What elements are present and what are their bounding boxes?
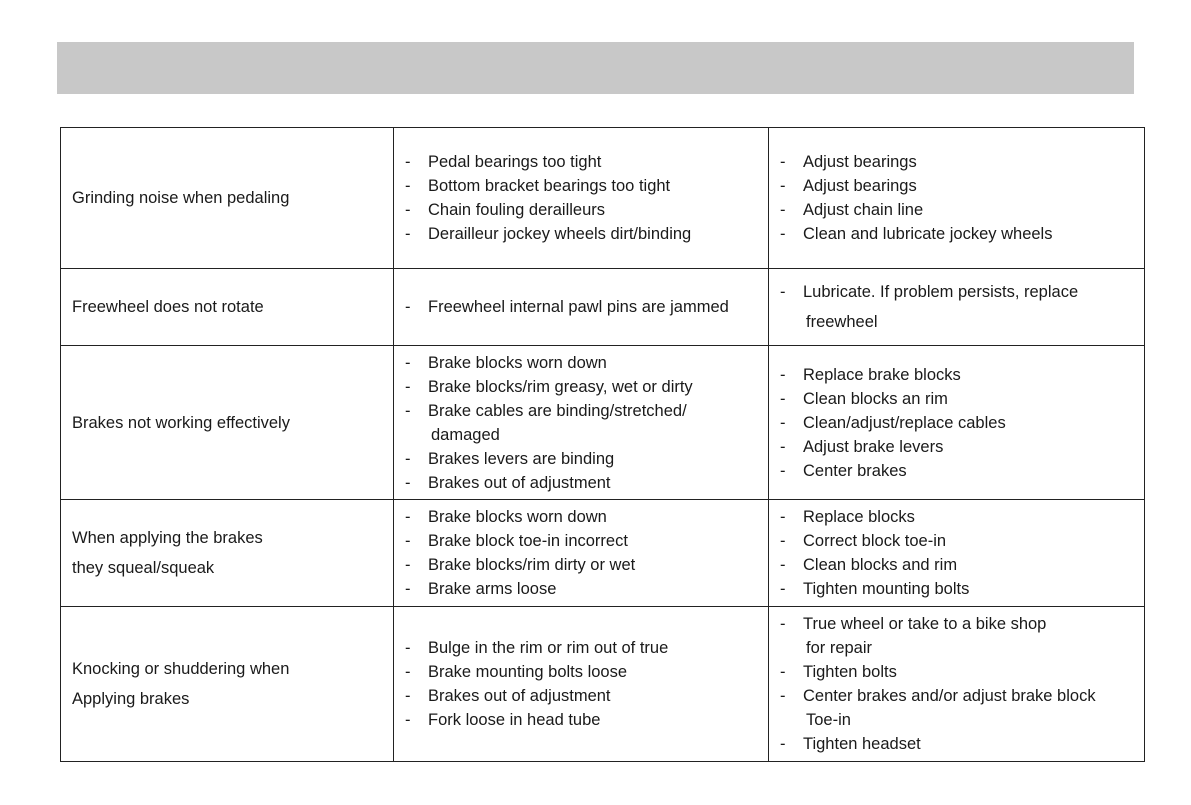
remedy-item: - Correct block toe-in xyxy=(779,529,1144,553)
cause-item: - Freewheel internal pawl pins are jammed xyxy=(404,295,768,319)
problem-text: Knocking or shuddering when xyxy=(72,660,290,678)
cause-item: - Derailleur jockey wheels dirt/binding xyxy=(404,222,768,246)
cause-item: - Brakes out of adjustment xyxy=(404,471,768,495)
cause-item: - Brakes levers are binding xyxy=(404,447,768,471)
cause-item: - Brake blocks worn down xyxy=(404,351,768,375)
cause-item: - Brakes out of adjustment xyxy=(404,684,768,708)
remedy-cell xyxy=(769,269,1145,346)
remedy-cell xyxy=(769,500,1145,607)
cause-item: - Brake blocks worn down xyxy=(404,505,768,529)
table-row xyxy=(61,607,1145,762)
cause-item: - Brake mounting bolts loose xyxy=(404,660,768,684)
problem-cell xyxy=(61,346,394,500)
problem-cell xyxy=(61,269,394,346)
remedy-item: - Clean and lubricate jockey wheels xyxy=(779,222,1144,246)
remedy-item: - Clean/adjust/replace cables xyxy=(779,411,1144,435)
remedy-item: - True wheel or take to a bike shop for repair xyxy=(779,612,1144,660)
cause-item: - Bottom bracket bearings too tight xyxy=(404,174,768,198)
problem-text: When applying the brakes xyxy=(72,529,263,547)
cause-cell xyxy=(394,500,769,607)
problem-cell xyxy=(61,128,394,269)
problem-text: Applying brakes xyxy=(72,690,190,708)
table-row xyxy=(61,500,1145,607)
remedy-cell xyxy=(769,128,1145,269)
problem-text: Freewheel does not rotate xyxy=(72,298,264,316)
remedy-item: - Adjust bearings xyxy=(779,150,1144,174)
cause-item: - Brake block toe-in incorrect xyxy=(404,529,768,553)
remedy-item: - Replace brake blocks xyxy=(779,363,1144,387)
remedy-cell xyxy=(769,607,1145,762)
table-row xyxy=(61,269,1145,346)
remedy-item: - Tighten mounting bolts xyxy=(779,577,1144,601)
cause-item: - Fork loose in head tube xyxy=(404,708,768,732)
cause-cell xyxy=(394,269,769,346)
cause-cell xyxy=(394,607,769,762)
cause-cell xyxy=(394,128,769,269)
problem-text: they squeal/squeak xyxy=(72,559,215,577)
troubleshooting-table xyxy=(60,127,1145,762)
cause-item: - Bulge in the rim or rim out of true xyxy=(404,636,768,660)
table-row xyxy=(61,346,1145,500)
remedy-item: - Adjust brake levers xyxy=(779,435,1144,459)
header-bar xyxy=(57,42,1134,94)
remedy-item: - Center brakes and/or adjust brake block Toe-in xyxy=(779,684,1144,732)
cause-item: - Brake blocks/rim dirty or wet xyxy=(404,553,768,577)
cause-item: - Chain fouling derailleurs xyxy=(404,198,768,222)
remedy-item: - Adjust bearings xyxy=(779,174,1144,198)
cause-cell xyxy=(394,346,769,500)
remedy-item: - Clean blocks an rim xyxy=(779,387,1144,411)
cause-item: - Pedal bearings too tight xyxy=(404,150,768,174)
remedy-item: - Lubricate. If problem persists, replace freewheel xyxy=(779,277,1144,337)
problem-cell xyxy=(61,500,394,607)
remedy-item: - Adjust chain line xyxy=(779,198,1144,222)
remedy-item: - Tighten bolts xyxy=(779,660,1144,684)
problem-text: Grinding noise when pedaling xyxy=(72,189,290,207)
remedy-item: - Center brakes xyxy=(779,459,1144,483)
remedy-cell xyxy=(769,346,1145,500)
cause-item: - Brake arms loose xyxy=(404,577,768,601)
cause-item: - Brake blocks/rim greasy, wet or dirty xyxy=(404,375,768,399)
remedy-item: - Tighten headset xyxy=(779,732,1144,756)
problem-cell xyxy=(61,607,394,762)
cause-item: - Brake cables are binding/stretched/ damaged xyxy=(404,399,768,447)
remedy-item: - Replace blocks xyxy=(779,505,1144,529)
problem-text: Brakes not working effectively xyxy=(72,413,290,432)
remedy-item: - Clean blocks and rim xyxy=(779,553,1144,577)
table-row xyxy=(61,128,1145,269)
